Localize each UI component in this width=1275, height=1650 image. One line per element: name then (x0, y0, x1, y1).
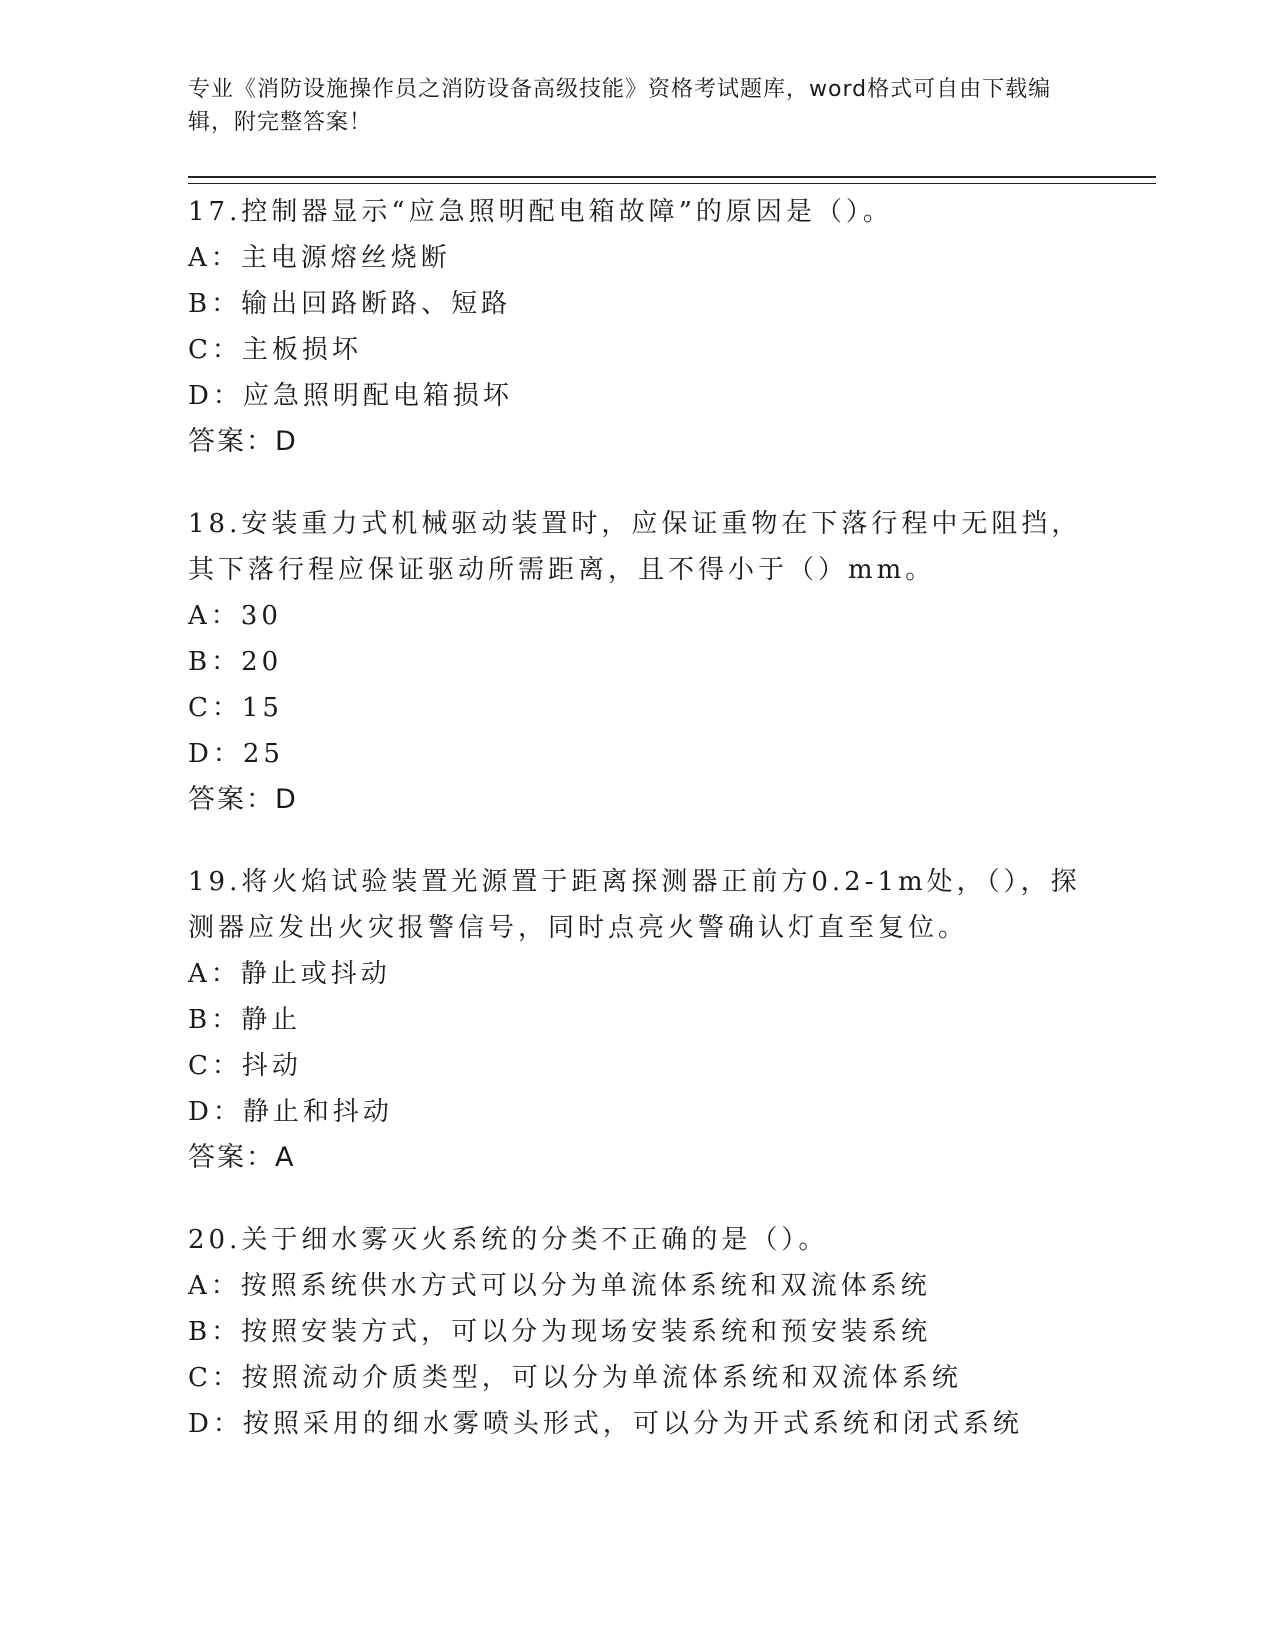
question-18 (188, 501, 1088, 823)
question-stem-text: 17.控制器显示“应急照明配电箱故障”的原因是（）。 (188, 197, 893, 227)
option-c: C：抖动 (188, 1051, 302, 1081)
option-d: D：静止和抖动 (188, 1097, 393, 1127)
header-divider (188, 176, 1156, 184)
page-header: 专业《消防设施操作员之消防设备高级技能》资格考试题库，word格式可自由下载编辑，附完整答案！ (188, 77, 1052, 135)
question-17 (188, 189, 1088, 465)
option-d: D：应急照明配电箱损坏 (188, 381, 513, 411)
question-list (188, 189, 1088, 1483)
answer-label: 答案：D (188, 426, 298, 457)
question-19 (188, 859, 1088, 1181)
question-stem (188, 501, 1088, 593)
answer-label: 答案：D (188, 784, 298, 815)
option-a: A：按照系统供水方式可以分为单流体系统和双流体系统 (188, 1271, 931, 1301)
question-stem (188, 1217, 1088, 1263)
option-d: D：25 (188, 739, 284, 769)
option-a: A：主电源熔丝烧断 (188, 243, 451, 273)
question-stem (188, 189, 1088, 235)
option-a: A：静止或抖动 (188, 959, 391, 989)
option-c: C：15 (188, 693, 283, 723)
question-stem-text: 18.安装重力式机械驱动装置时，应保证重物在下落行程中无阻挡，其下落行程应保证驱动所需距离，且不得小于（）mm。 (188, 509, 1082, 585)
question-stem-text: 20.关于细水雾灭火系统的分类不正确的是（）。 (188, 1225, 829, 1255)
option-b: B：按照安装方式，可以分为现场安装系统和预安装系统 (188, 1317, 932, 1347)
question-stem (188, 859, 1088, 951)
option-b: B：静止 (188, 1005, 302, 1035)
option-d: D：按照采用的细水雾喷头形式，可以分为开式系统和闭式系统 (188, 1409, 1023, 1439)
option-b: B：输出回路断路、短路 (188, 289, 512, 319)
option-c: C：按照流动介质类型，可以分为单流体系统和双流体系统 (188, 1363, 962, 1393)
option-c: C：主板损坏 (188, 335, 362, 365)
option-b: B：20 (188, 647, 283, 677)
option-a: A：30 (188, 601, 282, 631)
question-stem-text: 19.将火焰试验装置光源置于距离探测器正前方0.2-1m处，（），探测器应发出火灾报警信号，同时点亮火警确认灯直至复位。 (188, 867, 1081, 943)
answer-label: 答案：A (188, 1142, 296, 1173)
question-20 (188, 1217, 1088, 1447)
